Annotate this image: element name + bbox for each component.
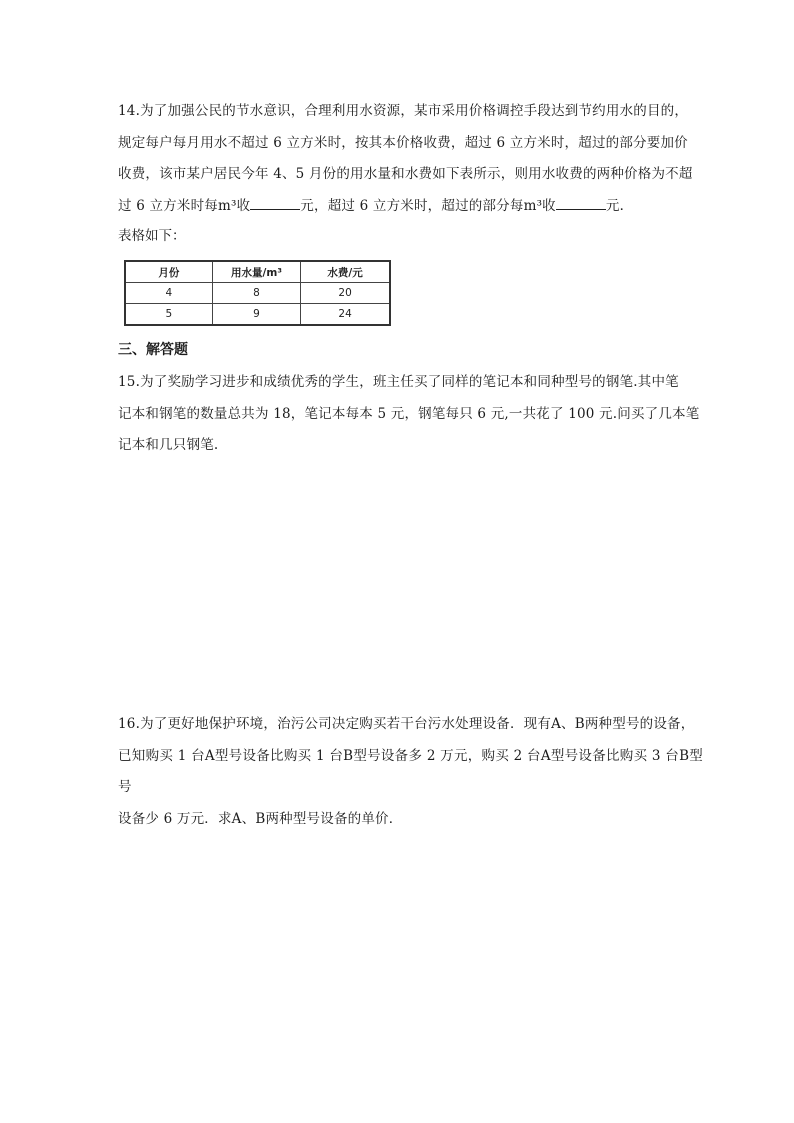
q14-line-4-part-a: 过 6 立方米时每m³收 (118, 197, 251, 214)
q16-line-2: 已知购买 1 台A型号设备比购买 1 台B型号设备多 2 万元，购买 2 台A型号设备比购买 3 台B型号 (118, 747, 703, 795)
table-header-row (125, 261, 390, 283)
q14-line-2: 规定每户每月用水不超过 6 立方米时，按其本价格收费，超过 6 立方米时，超过的部分要加价 (118, 134, 688, 151)
q14-line-3: 收费，该市某户居民今年 4、5 月份的用水量和水费如下表所示，则用水收费的两种价格为不超 (118, 166, 693, 182)
q14-line-4-part-b: 元，超过 6 立方米时，超过的部分每m³收 (300, 197, 556, 214)
cell-month: 4 (125, 283, 212, 304)
cell-fee: 24 (301, 304, 390, 326)
q16-line-1: 16.为了更好地保护环境，治污公司决定购买若干台污水处理设备．现有A、B两种型号的设备， (118, 716, 695, 732)
q15-line-1: 15.为了奖励学习进步和成绩优秀的学生，班主任买了同样的笔记本和同种型号的钢笔.其中笔 (118, 374, 679, 390)
water-usage-table (124, 260, 391, 326)
q14-line-4 (118, 191, 703, 223)
q14-line-1: 14.为了加强公民的节水意识，合理利用水资源，某市采用价格调控手段达到节约用水的目的， (118, 103, 689, 119)
table-row (125, 304, 390, 326)
q15-line-2: 记本和钢笔的数量总共为 18，笔记本每本 5 元，钢笔每只 6 元,一共花了 100 元.问买了几本笔 (118, 405, 700, 422)
question-14 (118, 96, 703, 222)
header-water-fee: 水费/元 (301, 261, 390, 283)
answer-blank-2[interactable] (556, 195, 606, 210)
q16-line-3: 设备少 6 万元．求A、B两种型号设备的单价． (118, 810, 403, 827)
cell-volume: 9 (212, 304, 300, 326)
question-16 (118, 709, 703, 835)
cell-month: 5 (125, 304, 212, 326)
question-15 (118, 367, 703, 462)
answer-blank-1[interactable] (250, 195, 300, 210)
q15-line-3: 记本和几只钢笔. (118, 437, 219, 453)
table-row (125, 283, 390, 304)
section-title: 三、解答题 (118, 342, 188, 358)
table-caption: 表格如下： (118, 228, 186, 244)
q14-line-4-part-c: 元． (605, 197, 634, 214)
cell-fee: 20 (301, 283, 390, 304)
header-water-volume: 用水量/m³ (212, 261, 300, 283)
cell-volume: 8 (212, 283, 300, 304)
header-month: 月份 (125, 261, 212, 283)
